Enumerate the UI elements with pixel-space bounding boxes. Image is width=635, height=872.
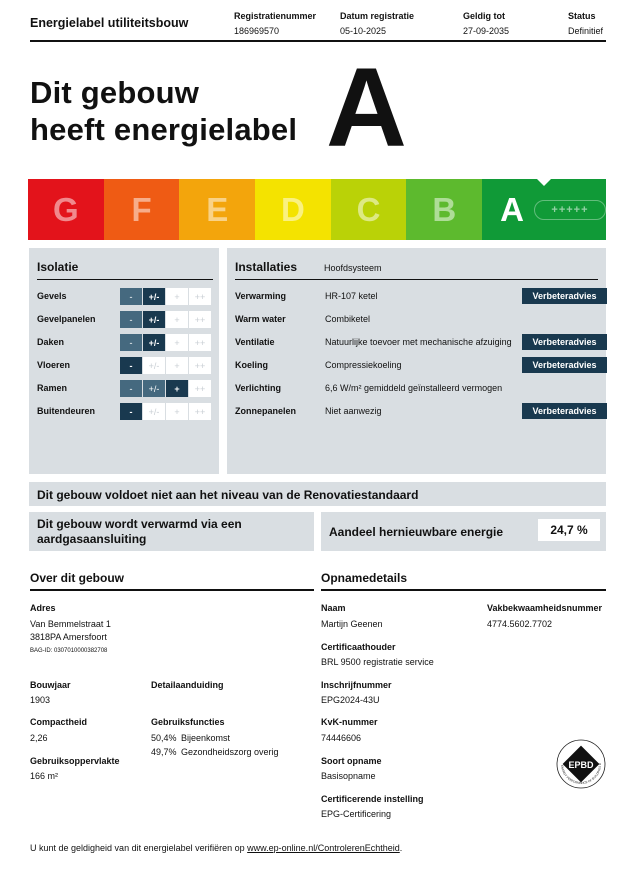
installatie-value: HR-107 ketel — [325, 291, 378, 301]
isolatie-scale — [120, 334, 212, 351]
header-registratienummer — [234, 11, 316, 36]
isolatie-panel — [29, 248, 219, 474]
vakbekwaamheid-value: 4774.5602.7702 — [487, 619, 553, 629]
grade-g — [28, 179, 104, 240]
installatie-row — [235, 288, 607, 305]
isolatie-scale — [120, 380, 212, 397]
isolatie-cell: + — [166, 311, 188, 328]
footer-text: U kunt de geldigheid van dit energielabel verifiëren op — [30, 843, 248, 853]
grade-letter: B — [432, 190, 457, 228]
isolatie-cell: - — [120, 403, 142, 420]
installatie-value: Combiketel — [325, 314, 371, 324]
installaties-title: Installaties — [235, 260, 298, 274]
installatie-label: Koeling — [235, 360, 268, 370]
compactheid-label: Compactheid — [30, 717, 88, 727]
certificaathouder-value: BRL 9500 registratie service — [321, 657, 434, 667]
compactheid-value: 2,26 — [30, 733, 48, 743]
header-value: 27-09-2035 — [463, 26, 510, 36]
installatie-row — [235, 311, 607, 328]
grade-letter: F — [131, 190, 152, 228]
hernieuwbare-energie — [321, 512, 606, 551]
isolatie-title: Isolatie — [37, 260, 79, 274]
header-geldig-tot — [463, 11, 509, 36]
header-key: Registratienummer — [234, 11, 317, 21]
isolatie-cell: +/- — [143, 311, 165, 328]
isolatie-row — [37, 403, 213, 420]
divider — [37, 279, 213, 280]
isolatie-scale — [120, 403, 212, 420]
installaties-subtitle: Hoofdsysteem — [324, 263, 382, 273]
kvk-label: KvK-nummer — [321, 717, 378, 727]
adres-line1: Van Bemmelstraat 1 — [30, 619, 111, 629]
isolatie-row — [37, 380, 213, 397]
isolatie-row — [37, 357, 213, 374]
installatie-row — [235, 357, 607, 374]
soort-opname-label: Soort opname — [321, 756, 382, 766]
document-header — [30, 0, 606, 42]
certificerende-instelling-label: Certificerende instelling — [321, 794, 424, 804]
grade-letter: G — [53, 190, 79, 228]
footer-note — [30, 843, 402, 853]
grade-letter: D — [280, 190, 305, 228]
grade-letter: C — [356, 190, 381, 228]
hero-line: heeft energielabel — [30, 112, 298, 147]
verbeteradvies-button[interactable]: Verbeteradvies — [522, 357, 607, 373]
isolatie-cell: +/- — [143, 403, 165, 420]
functie-pct: 49,7% — [151, 747, 177, 757]
installaties-panel — [227, 248, 606, 474]
naam-label: Naam — [321, 603, 346, 613]
installatie-label: Verlichting — [235, 383, 282, 393]
kvk-value: 74446606 — [321, 733, 362, 743]
gebruiksfuncties-label: Gebruiksfuncties — [151, 717, 225, 727]
naam-value: Martijn Geenen — [321, 619, 383, 629]
adres-line2: 3818PA Amersfoort — [30, 632, 107, 642]
isolatie-cell: - — [120, 311, 142, 328]
grade-f — [104, 179, 180, 240]
isolatie-cell: + — [166, 380, 188, 397]
verbeteradvies-button[interactable]: Verbeteradvies — [522, 288, 607, 304]
plus-pill: +++++ — [534, 200, 606, 220]
header-key: Geldig tot — [463, 11, 505, 21]
isolatie-cell: ++ — [189, 311, 211, 328]
installatie-label: Warm water — [235, 314, 286, 324]
installatie-label: Ventilatie — [235, 337, 275, 347]
hernieuwbare-label: Aandeel hernieuwbare energie — [329, 525, 504, 539]
renovatie-text: Dit gebouw voldoet niet aan het niveau van de Renovatiestandaard — [37, 488, 419, 502]
verbeteradvies-button[interactable]: Verbeteradvies — [522, 334, 607, 350]
isolatie-row — [37, 334, 213, 351]
isolatie-cell: ++ — [189, 380, 211, 397]
isolatie-cell: + — [166, 357, 188, 374]
gebruiksoppervlakte-label: Gebruiksoppervlakte — [30, 756, 120, 766]
bouwjaar-label: Bouwjaar — [30, 680, 71, 690]
functie-name: Gezondheidszorg overig — [181, 747, 279, 757]
inschrijfnummer-label: Inschrijfnummer — [321, 680, 392, 690]
header-value: 186969570 — [234, 26, 280, 36]
installatie-value: Compressiekoeling — [325, 360, 402, 370]
isolatie-row — [37, 288, 213, 305]
footer-end: . — [399, 843, 403, 853]
isolatie-cell: +/- — [143, 334, 165, 351]
header-value: 05-10-2025 — [340, 26, 387, 36]
isolatie-label: Gevels — [37, 291, 67, 301]
isolatie-cell: +/- — [143, 357, 165, 374]
energy-label-letter: A — [326, 45, 407, 170]
installatie-label: Verwarming — [235, 291, 287, 301]
epbd-logo-icon — [555, 738, 607, 790]
isolatie-label: Buitendeuren — [37, 406, 96, 416]
isolatie-label: Gevelpanelen — [37, 314, 96, 324]
isolatie-cell: + — [166, 403, 188, 420]
hero-line: Dit gebouw — [30, 75, 200, 110]
verwarming-line: Dit gebouw wordt verwarmd via een — [37, 517, 242, 531]
header-datum-registratie — [340, 11, 414, 36]
gebruiksoppervlakte-value: 166 m² — [30, 771, 59, 781]
header-key: Datum registratie — [340, 11, 415, 21]
bag-id: BAG-ID: 0307010000382708 — [30, 648, 108, 654]
soort-opname-value: Basisopname — [321, 771, 376, 781]
functie-name: Bijeenkomst — [181, 733, 231, 743]
divider — [235, 279, 598, 280]
grade-letter: A — [500, 190, 524, 228]
renovatie-notice — [29, 482, 606, 506]
adres-label: Adres — [30, 603, 56, 613]
isolatie-cell: + — [166, 288, 188, 305]
verbeteradvies-button[interactable]: Verbeteradvies — [522, 403, 607, 419]
isolatie-cell: - — [120, 357, 142, 374]
isolatie-cell: - — [120, 380, 142, 397]
installatie-label: Zonnepanelen — [235, 406, 297, 416]
header-status — [568, 11, 603, 36]
certificaathouder-label: Certificaathouder — [321, 642, 396, 652]
certificerende-instelling-value: EPG-Certificering — [321, 809, 392, 819]
hernieuwbare-value: 24,7 % — [538, 519, 600, 541]
verwarming-notice — [29, 512, 314, 551]
isolatie-cell: - — [120, 288, 142, 305]
grade-a — [482, 179, 606, 240]
grade-e — [179, 179, 255, 240]
installatie-value: 6,6 W/m² gemiddeld geïnstalleerd vermogen — [325, 383, 503, 393]
header-key: Status — [568, 11, 596, 21]
isolatie-label: Vloeren — [37, 360, 71, 370]
grade-b — [406, 179, 482, 240]
functie-pct: 50,4% — [151, 733, 177, 743]
epbd-logo-text: EPBD — [568, 760, 594, 770]
installatie-row — [235, 380, 607, 397]
installatie-row — [235, 334, 607, 351]
isolatie-row — [37, 311, 213, 328]
isolatie-cell: ++ — [189, 357, 211, 374]
isolatie-scale — [120, 288, 212, 305]
energy-scale-bar — [28, 179, 606, 240]
verwarming-line: aardgasaansluiting — [37, 532, 147, 546]
isolatie-label: Daken — [37, 337, 65, 347]
vakbekwaamheid-label: Vakbekwaamheidsnummer — [487, 603, 603, 613]
detailaanduiding-label: Detailaanduiding — [151, 680, 224, 690]
isolatie-cell: ++ — [189, 403, 211, 420]
isolatie-cell: +/- — [143, 288, 165, 305]
hero-heading — [30, 74, 297, 148]
over-gebouw-title: Over dit gebouw — [30, 571, 125, 585]
isolatie-cell: +/- — [143, 380, 165, 397]
isolatie-cell: ++ — [189, 334, 211, 351]
grade-letter: E — [206, 190, 229, 228]
verify-link[interactable]: www.ep-online.nl/ControlerenEchtheid — [247, 843, 400, 853]
bouwjaar-value: 1903 — [30, 695, 51, 705]
isolatie-label: Ramen — [37, 383, 68, 393]
isolatie-scale — [120, 311, 212, 328]
divider — [30, 589, 314, 591]
installatie-value: Natuurlijke toevoer met mechanische afzuiging — [325, 337, 512, 347]
grade-d — [255, 179, 331, 240]
opnamedetails-title: Opnamedetails — [321, 571, 408, 585]
isolatie-cell: ++ — [189, 288, 211, 305]
divider — [321, 589, 606, 591]
isolatie-cell: + — [166, 334, 188, 351]
grade-c — [331, 179, 407, 240]
installatie-row — [235, 403, 607, 420]
isolatie-cell: - — [120, 334, 142, 351]
epbd-ring-text: ENERGY PERFORMANCE OF BUILDINGS D — [560, 763, 603, 786]
active-grade-marker — [536, 178, 552, 186]
document-title: Energielabel utiliteitsbouw — [30, 16, 189, 30]
header-value: Definitief — [568, 26, 604, 36]
inschrijfnummer-value: EPG2024-43U — [321, 695, 380, 705]
isolatie-scale — [120, 357, 212, 374]
installatie-value: Niet aanwezig — [325, 406, 382, 416]
